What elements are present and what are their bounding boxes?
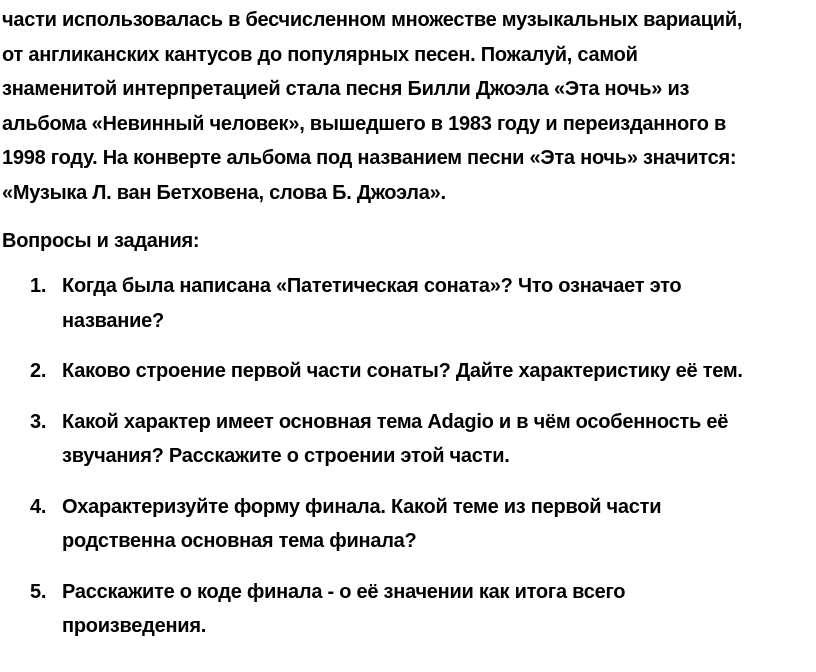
question-number: 2. <box>30 360 47 382</box>
question-text-line: Охарактеризуйте форму финала. Какой теме из первой части <box>62 495 662 518</box>
question-text-line: Каково строение первой части сонаты? Дайте характеристику её тем. <box>62 360 743 382</box>
intro-line: 1998 году. На конверте альбома под названием песни «Эта ночь» значится: <box>2 147 737 169</box>
question-item <box>2 354 806 389</box>
intro-line: части использовалась в бесчисленном множестве музыкальных вариаций, <box>2 9 743 31</box>
question-text-line: Какой характер имеет основная тема Adagio и в чём особенность её <box>62 410 729 433</box>
question-text-line: произведения. <box>62 615 207 637</box>
question-text-line: Когда была написана «Патетическая соната»? Что означает это <box>62 275 682 297</box>
intro-line: знаменитой интерпретацией стала песня Билли Джоэла «Эта ночь» из <box>2 78 690 100</box>
question-number: 5. <box>30 580 47 603</box>
question-number: 1. <box>30 275 47 297</box>
intro-paragraph <box>2 3 806 210</box>
question-item <box>2 405 806 474</box>
intro-line: от англиканских кантусов до популярных песен. Пожалуй, самой <box>2 43 638 66</box>
question-item <box>2 575 806 644</box>
intro-line: «Музыка Л. ван Бетховена, слова Б. Джоэла». <box>2 181 446 204</box>
question-item <box>2 490 806 559</box>
questions-list <box>2 269 806 644</box>
questions-heading: Вопросы и задания: <box>2 230 200 252</box>
question-text-line: звучания? Расскажите о строении этой части. <box>62 445 510 467</box>
question-item <box>2 269 806 338</box>
question-text-line: название? <box>62 309 165 332</box>
intro-line: альбома «Невинный человек», вышедшего в 1983 году и переизданного в <box>2 112 727 135</box>
question-number: 3. <box>30 410 47 433</box>
question-text-line: Расскажите о коде финала - о её значении как итога всего <box>62 580 626 603</box>
question-number: 4. <box>30 495 47 518</box>
question-text-line: родственна основная тема финала? <box>62 530 417 552</box>
